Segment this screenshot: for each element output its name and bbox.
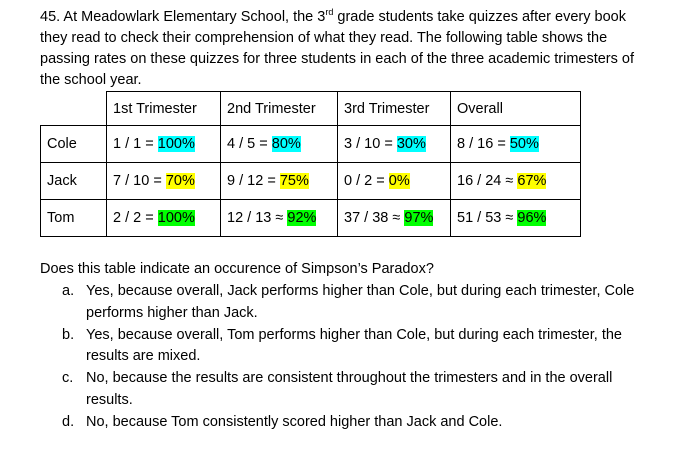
header-blank-cell [41, 92, 107, 126]
score-cell [107, 163, 221, 200]
score-fraction: 4 / 5 [227, 136, 256, 152]
score-cell [451, 200, 581, 237]
score-relation: = [145, 136, 154, 152]
score-cell [338, 126, 451, 163]
choice-text: Yes, because overall, Tom performs higher than Cole, but during each trimester, the results are mixed. [86, 326, 622, 365]
choice-letter: b. [62, 326, 75, 343]
table-row-tom [41, 200, 581, 237]
score-cell [107, 200, 221, 237]
question-intro: At Meadowlark Elementary School, the 3 [63, 9, 326, 25]
score-cell [451, 126, 581, 163]
score-fraction: 7 / 10 [113, 173, 150, 189]
score-fraction: 12 / 13 [227, 210, 272, 226]
choice-text: Yes, because overall, Jack performs higher than Cole, but during each trimester, Cole performs higher than Jack. [86, 283, 635, 321]
score-cell [221, 200, 338, 237]
score-relation: = [384, 136, 393, 152]
header-overall: Overall [451, 92, 581, 126]
choice-letter: c. [62, 370, 74, 387]
choice-letter: a. [62, 283, 75, 299]
score-percent-highlight: 50% [509, 136, 539, 152]
score-percent-highlight: 75% [279, 173, 309, 189]
choice-b [62, 325, 657, 369]
question-text [40, 7, 650, 91]
score-fraction: 16 / 24 [457, 173, 502, 189]
score-fraction: 51 / 53 [457, 210, 502, 226]
score-relation: ≈ [275, 210, 284, 226]
score-relation: = [267, 173, 276, 189]
student-name: Cole [41, 126, 107, 163]
score-relation: ≈ [505, 210, 514, 226]
score-percent-highlight: 0% [388, 173, 410, 189]
score-relation: = [259, 136, 268, 152]
score-percent-highlight: 96% [517, 210, 547, 226]
score-fraction: 9 / 12 [227, 173, 264, 189]
header-1st-trimester: 1st Trimester [107, 92, 221, 126]
score-cell [221, 163, 338, 200]
score-relation: ≈ [505, 173, 514, 189]
score-fraction: 3 / 10 [344, 136, 381, 152]
choice-c [62, 368, 657, 412]
score-percent-highlight: 70% [165, 173, 195, 189]
score-relation: ≈ [392, 210, 401, 226]
score-percent-highlight: 100% [157, 210, 195, 226]
choice-d [62, 412, 657, 434]
score-relation: = [497, 136, 506, 152]
score-relation: = [153, 173, 162, 189]
answer-choices [62, 281, 657, 434]
score-percent-highlight: 100% [157, 136, 195, 152]
score-cell [107, 126, 221, 163]
student-name: Jack [41, 163, 107, 200]
choice-text: No, because Tom consistently scored higher than Jack and Cole. [86, 413, 503, 430]
score-cell [221, 126, 338, 163]
score-cell [338, 200, 451, 237]
table-header-row [41, 92, 581, 126]
header-3rd-trimester: 3rd Trimester [338, 92, 451, 126]
choice-a [62, 281, 657, 325]
question-number: 45. [40, 9, 61, 25]
passing-rates-table [40, 91, 581, 237]
score-percent-highlight: 92% [287, 210, 317, 226]
table-row-cole [41, 126, 581, 163]
ordinal-suffix: rd [325, 7, 334, 18]
score-cell [451, 163, 581, 200]
score-relation: = [145, 210, 154, 226]
score-percent-highlight: 80% [271, 136, 301, 152]
score-cell [338, 163, 451, 200]
question-intro-continued: grade students take quizzes after every book they read to check their comprehension of what they read. The following table shows the passing rates on these quizzes for three students in each of the three academic trimesters of the school year. [40, 9, 635, 88]
table-row-jack [41, 163, 581, 200]
score-fraction: 0 / 2 [344, 173, 373, 189]
score-percent-highlight: 97% [404, 210, 434, 226]
student-name: Tom [41, 200, 107, 237]
header-2nd-trimester: 2nd Trimester [221, 92, 338, 126]
choice-letter: d. [62, 413, 75, 430]
score-relation: = [376, 173, 385, 189]
score-fraction: 1 / 1 [113, 136, 142, 152]
score-fraction: 2 / 2 [113, 210, 142, 226]
choice-text: No, because the results are consistent throughout the trimesters and in the overall results. [86, 370, 613, 408]
score-fraction: 8 / 16 [457, 136, 494, 152]
score-percent-highlight: 67% [517, 173, 547, 189]
score-fraction: 37 / 38 [344, 210, 389, 226]
simpsons-paradox-prompt: Does this table indicate an occurence of Simpson’s Paradox? [40, 261, 434, 277]
score-percent-highlight: 30% [396, 136, 426, 152]
